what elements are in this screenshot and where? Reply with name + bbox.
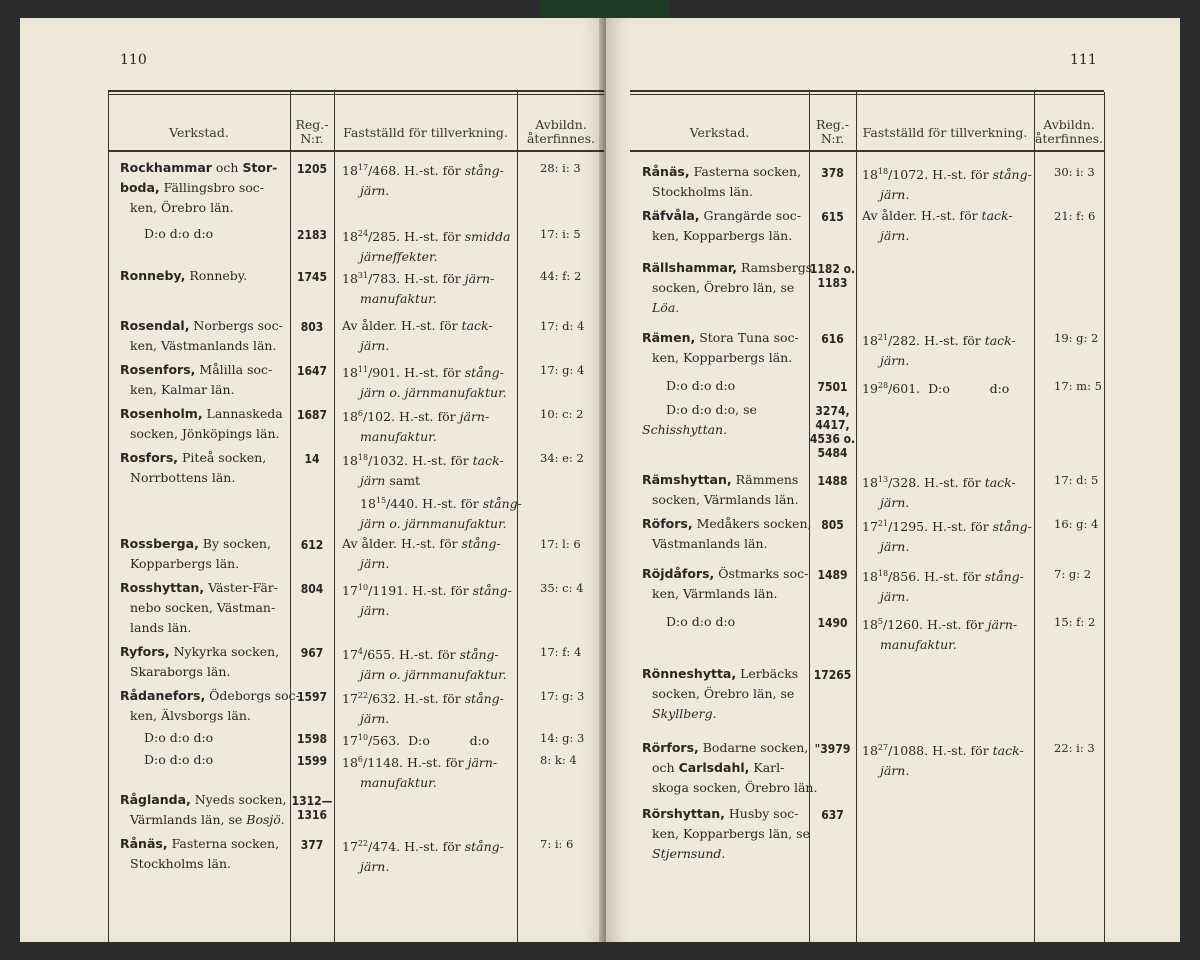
- header-bottom-rule: [630, 150, 1104, 152]
- entry-reg-nr: 7501: [817, 380, 848, 394]
- entry-avbildn: 21: f: 6: [1054, 209, 1096, 223]
- entry-avbildn: 35: c: 4: [540, 581, 584, 595]
- header-reg-nr: Reg.- N:r.: [815, 117, 849, 146]
- entry-reg-nr: 1599: [296, 754, 328, 768]
- entry-avbildn: 17: i: 5: [540, 227, 581, 241]
- entry-faststalld: $18^{18}/856$. H.-st. för stång- järn.: [862, 569, 1024, 605]
- entry-avbildn: 19: g: 2: [1054, 331, 1099, 345]
- entry-reg-nr: 1597: [296, 690, 328, 704]
- entry-faststalld: $18^6/1148$. H.-st. för järn- manufaktur.: [342, 755, 498, 791]
- entry-faststalld: $17^{22}/474$. H.-st. för stång- järn.: [342, 839, 504, 875]
- entry-faststalld: Av ålder. H.-st. för stång- järn.: [342, 536, 501, 571]
- entry-reg-nr: 1488: [817, 474, 848, 488]
- entry-reg-nr: 377: [300, 838, 324, 852]
- entry-faststalld: $18^{24}/285$. H.-st. för smidda järneffekter.: [342, 229, 511, 265]
- entry-avbildn: 10: c: 2: [540, 407, 584, 421]
- entry-reg-nr: "3979: [814, 742, 851, 756]
- entry-faststalld: $18^{31}/783$. H.-st. för järn- manufaktur.: [342, 271, 495, 307]
- col-rule: [108, 92, 109, 942]
- entry-reg-nr: 1489: [817, 568, 848, 582]
- entry-verkstad: D:o d:o d:o: [666, 378, 736, 393]
- entry-avbildn: 17: f: 4: [540, 645, 582, 659]
- left-page: [20, 18, 606, 942]
- page-number: 111: [1070, 52, 1097, 68]
- entry-reg-nr: 2183: [296, 228, 328, 242]
- entry-reg-nr: 378: [821, 166, 844, 180]
- entry-reg-nr: 1687: [296, 408, 328, 422]
- entry-verkstad: Rönneshytta, Lerbäcks socken, Örebro län, se Skyllberg.: [642, 666, 799, 721]
- entry-verkstad: Rosenholm, Lannaskeda socken, Jönköpings län.: [120, 406, 283, 441]
- entry-avbildn: 8: k: 4: [540, 753, 577, 767]
- header-top-rule-2: [630, 94, 1104, 95]
- entry-avbildn: 30: i: 3: [1054, 165, 1095, 179]
- entry-avbildn: 28: i: 3: [540, 161, 581, 175]
- header-top-rule-2: [108, 94, 604, 95]
- entry-verkstad: Rosendal, Norbergs soc- ken, Västmanlands län.: [120, 318, 283, 353]
- entry-reg-nr: 967: [300, 646, 324, 660]
- entry-verkstad: Rånäs, Fasterna socken, Stockholms län.: [120, 836, 280, 871]
- col-rule: [1104, 92, 1105, 942]
- entry-reg-nr: 615: [821, 210, 844, 224]
- entry-avbildn: 15: f: 2: [1054, 615, 1096, 629]
- entry-avbildn: 22: i: 3: [1054, 741, 1095, 755]
- entry-reg-nr: 637: [821, 808, 844, 822]
- entry-verkstad: Rossberga, By socken, Kopparbergs län.: [120, 536, 271, 571]
- entry-avbildn: 17: d: 4: [540, 319, 585, 333]
- entry-verkstad: Rosshyttan, Väster-Fär- nebo socken, Västman- lands län.: [120, 580, 279, 635]
- col-rule: [1034, 92, 1035, 942]
- entry-verkstad: D:o d:o d:o: [144, 226, 214, 241]
- entry-faststalld: $18^5/1260$. H.-st. för järn- manufaktur.: [862, 617, 1018, 653]
- col-rule: [856, 92, 857, 942]
- entry-verkstad: Röfors, Medåkers socken, Västmanlands län.: [642, 516, 812, 551]
- entry-reg-nr: 17265: [813, 668, 852, 682]
- entry-reg-nr: 1745: [296, 270, 328, 284]
- right-page: [606, 18, 1180, 942]
- header-verkstad: Verkstad.: [689, 125, 750, 140]
- entry-faststalld: Av ålder. H.-st. för tack- järn.: [342, 318, 493, 353]
- entry-verkstad: Råglanda, Nyeds socken, Värmlands län, se Bosjö.: [120, 792, 287, 827]
- entry-faststalld: $18^{18}/1032$. H.-st. för tack- järn samt $18^{15}/440$. H.-st. för stång- järn o. järnmanufaktur.: [342, 453, 522, 532]
- entry-reg-nr: 1182 o. 1183: [809, 262, 856, 290]
- entry-reg-nr: 803: [300, 320, 324, 334]
- entry-verkstad: Rämshyttan, Rämmens socken, Värmlands län.: [642, 472, 799, 507]
- entry-faststalld: $17^{10}/1191$. H.-st. för stång- järn.: [342, 583, 512, 619]
- entry-reg-nr: 1490: [817, 616, 848, 630]
- entry-reg-nr: 804: [300, 582, 324, 596]
- entry-reg-nr: 1647: [296, 364, 328, 378]
- entry-reg-nr: 805: [821, 518, 844, 532]
- entry-reg-nr: 616: [821, 332, 844, 346]
- entry-faststalld: $18^{18}/1072$. H.-st. för stång- järn.: [862, 167, 1032, 203]
- entry-faststalld: $17^4/655$. H.-st. för stång- järn o. järnmanufaktur.: [342, 647, 507, 683]
- header-faststalld: Fastställd för tillverkning.: [862, 125, 1028, 140]
- entry-verkstad: Rockhammar och Stor- boda, Fällingsbro soc- ken, Örebro län.: [120, 160, 278, 215]
- entry-reg-nr: 1312— 1316: [291, 794, 333, 822]
- header-reg-nr: Reg.- N:r.: [295, 117, 329, 146]
- entry-faststalld: $17^{22}/632$. H.-st. för stång- järn.: [342, 691, 504, 727]
- header-faststalld: Fastställd för tillverkning.: [343, 125, 508, 140]
- header-avbildn: Avbildn. återfinnes.: [526, 117, 596, 146]
- entry-faststalld: $18^{11}/901$. H.-st. för stång- järn o. järnmanufaktur.: [342, 365, 507, 401]
- header-bottom-rule: [108, 150, 604, 152]
- entry-verkstad: Rämen, Stora Tuna soc- ken, Kopparbergs län.: [642, 330, 799, 365]
- entry-faststalld: $17^{21}/1295$. H.-st. för stång- järn.: [862, 519, 1032, 555]
- entry-verkstad: Rådanefors, Ödeborgs soc- ken, Älvsborgs län.: [120, 688, 300, 723]
- entry-verkstad: Ryfors, Nykyrka socken, Skaraborgs län.: [120, 644, 280, 679]
- entry-verkstad: Rörfors, Bodarne socken, och Carlsdahl, Karl- skoga socken, Örebro län.: [642, 740, 818, 795]
- entry-avbildn: 17: m: 5: [1054, 379, 1102, 393]
- ribbon-bookmark: [540, 0, 670, 18]
- entry-verkstad: D:o d:o d:o: [144, 730, 214, 745]
- entry-avbildn: 16: g: 4: [1054, 517, 1099, 531]
- entry-verkstad: D:o d:o d:o, se Schisshyttan.: [642, 402, 757, 437]
- entry-verkstad: Rosenfors, Målilla soc- ken, Kalmar län.: [120, 362, 273, 397]
- entry-avbildn: 7: i: 6: [540, 837, 574, 851]
- entry-faststalld: $19^{28}/601$. D:o d:o: [862, 381, 1010, 397]
- header-top-rule: [108, 90, 604, 92]
- entry-avbildn: 17: d: 5: [1054, 473, 1099, 487]
- entry-faststalld: $17^{10}/563$. D:o d:o: [342, 733, 490, 749]
- entry-avbildn: 7: g: 2: [1054, 567, 1092, 581]
- entry-faststalld: $18^{13}/328$. H.-st. för tack- järn.: [862, 475, 1016, 511]
- entry-verkstad: D:o d:o d:o: [144, 752, 214, 767]
- col-rule: [334, 92, 335, 942]
- entry-verkstad: Rånäs, Fasterna socken, Stockholms län.: [642, 164, 802, 199]
- entry-reg-nr: 1598: [296, 732, 328, 746]
- entry-verkstad: Rosfors, Piteå socken, Norrbottens län.: [120, 450, 267, 485]
- entry-faststalld: $18^6/102$. H.-st. för järn- manufaktur.: [342, 409, 490, 445]
- entry-avbildn: 34: e: 2: [540, 451, 584, 465]
- entry-avbildn: 44: f: 2: [540, 269, 582, 283]
- entry-verkstad: Räfvåla, Grangärde soc- ken, Kopparbergs län.: [642, 208, 801, 243]
- entry-reg-nr: 3274, 4417, 4536 o. 5484: [809, 404, 856, 460]
- page-number: 110: [120, 52, 147, 68]
- entry-faststalld: $18^{21}/282$. H.-st. för tack- järn.: [862, 333, 1016, 369]
- entry-faststalld: Av ålder. H.-st. för tack- järn.: [862, 208, 1013, 243]
- entry-verkstad: Ronneby, Ronneby.: [120, 268, 248, 283]
- entry-verkstad: Rällshammar, Ramsbergs socken, Örebro län, se Löa.: [642, 260, 813, 315]
- entry-reg-nr: 1205: [296, 162, 328, 176]
- entry-avbildn: 17: l: 6: [540, 537, 581, 551]
- entry-reg-nr: 14: [304, 452, 320, 466]
- entry-faststalld: $18^{17}/468$. H.-st. för stång- järn.: [342, 163, 504, 199]
- entry-avbildn: 17: g: 3: [540, 689, 585, 703]
- entry-verkstad: D:o d:o d:o: [666, 614, 736, 629]
- header-avbildn: Avbildn. återfinnes.: [1034, 117, 1104, 146]
- entry-verkstad: Rörshyttan, Husby soc- ken, Kopparbergs län, se Stjernsund.: [642, 806, 810, 861]
- header-verkstad: Verkstad.: [169, 125, 229, 140]
- entry-avbildn: 14: g: 3: [540, 731, 585, 745]
- entry-reg-nr: 612: [300, 538, 324, 552]
- entry-verkstad: Röjdåfors, Östmarks soc- ken, Värmlands län.: [642, 566, 809, 601]
- entry-faststalld: $18^{27}/1088$. H.-st. för tack- järn.: [862, 743, 1024, 779]
- header-top-rule: [630, 90, 1104, 92]
- entry-avbildn: 17: g: 4: [540, 363, 585, 377]
